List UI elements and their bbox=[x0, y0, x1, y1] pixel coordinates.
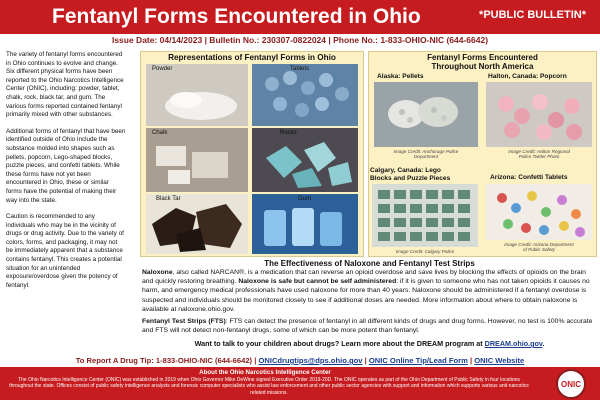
black-tar-image bbox=[146, 194, 248, 254]
naloxone-paragraph: Naloxone, also called NARCAN®, is a medication that can reverse an opioid overdose and save lives by blocking the effects of opioids on the brain and quickly restoring breathing. Naloxone is safe but cannot be self administered: if it is given to someone who has not taken opioids it causes no harm, and emergency medical professionals have used naloxone for more than 40 years. Naloxone should be administered if a fentanyl overdose is suspected and individuals should be monitored closely to see if additional doses are needed. More information about where to obtain naloxone is available at naloxone.ohio.gov. bbox=[142, 269, 590, 313]
alaska-pellets-image bbox=[374, 82, 478, 147]
alaska-label: Alaska: Pellets bbox=[377, 73, 424, 80]
naloxone-safe-note: Naloxone is safe but cannot be self administered bbox=[238, 278, 397, 286]
drug-tip-line: To Report A Drug Tip: 1-833-OHIO-NIC (644-6642) | ONICdrugtips@dps.ohio.gov | ONIC Online Tip/Lead Form | ONIC Website bbox=[75, 356, 525, 365]
chalk-label: Chalk bbox=[152, 130, 168, 136]
calgary-photo bbox=[372, 184, 478, 247]
footer-banner bbox=[0, 367, 600, 400]
arizona-label: Arizona: Confetti Tablets bbox=[490, 174, 568, 181]
black-tar-label: Black Tar bbox=[156, 196, 181, 202]
onic-logo: ONIC bbox=[556, 369, 586, 399]
rocks-label: Rocks bbox=[280, 130, 297, 136]
arizona-confetti-image bbox=[486, 184, 592, 240]
ohio-panel-title: Representations of Fentanyl Forms in Ohio bbox=[168, 53, 336, 62]
calgary-lego-image bbox=[372, 184, 478, 247]
intro-paragraph-3: Caution is recommended to any individuals who may be in the vicinity of drugs or drug activity. Due to the variety of colors, forms, and packaging, it may not be immediately apparent that a substance contains fentanyl. This creates a potential situation for an unintended exposure/overdose given the potency of fentanyl. bbox=[6, 213, 124, 289]
onic-website-link[interactable]: ONIC Website bbox=[474, 356, 525, 365]
fts-lead: Fentanyl Test Strips (FTS) bbox=[142, 318, 226, 325]
halton-photo bbox=[486, 82, 592, 147]
na-title-line-1: Fentanyl Forms Encountered bbox=[427, 53, 538, 62]
public-bulletin-badge: *PUBLIC BULLETIN* bbox=[479, 9, 586, 21]
halton-label: Halton, Canada: Popcorn bbox=[488, 73, 567, 80]
gum-image bbox=[252, 194, 358, 254]
dream-line: Want to talk to your children about drugs? Learn more about the DREAM program at DREAM.ohio.gov. bbox=[194, 339, 545, 348]
tip-email-link[interactable]: ONICdrugtips@dps.ohio.gov bbox=[258, 356, 363, 365]
calgary-credit: Image Credit: Calgary Police bbox=[395, 249, 455, 254]
chalk-image bbox=[146, 128, 248, 192]
naloxone-lead: Naloxone bbox=[142, 269, 173, 276]
effectiveness-title: The Effectiveness of Naloxone and Fentanyl Test Strips bbox=[264, 259, 475, 268]
chalk-photo bbox=[146, 128, 248, 192]
gum-label: Gum bbox=[298, 196, 312, 202]
gum-photo bbox=[252, 194, 358, 254]
tip-form-link[interactable]: ONIC Online Tip/Lead Form bbox=[368, 356, 468, 365]
arizona-photo bbox=[486, 184, 592, 240]
na-title-line-2: Throughout North America bbox=[431, 62, 534, 71]
black-tar-photo bbox=[146, 194, 248, 254]
fts-paragraph: Fentanyl Test Strips (FTS): FTS can detect the presence of fentanyl in all different kinds of drugs and drug forms. However, no test is 100% accurate and FTS will not detect non-fentanyl drugs, some of which can be more potent than fentanyl. bbox=[142, 318, 593, 335]
alaska-photo bbox=[374, 82, 478, 147]
rocks-image bbox=[252, 128, 358, 192]
calgary-label: Calgary, Canada: Lego Blocks and Puzzle Pieces bbox=[370, 167, 451, 182]
page-title: Fentanyl Forms Encountered in Ohio bbox=[52, 5, 421, 28]
intro-paragraph-2: Additional forms of fentanyl that have been identified outside of Ohio include the substance molded into shapes such as pellets, popcorn, Lego-shaped blocks, puzzle pieces, and confetti tablets. While these forms have not yet been encountered in Ohio, these or similar forms have the potential of making their way into the state. bbox=[6, 127, 126, 204]
tablets-photo bbox=[252, 64, 358, 126]
powder-image bbox=[146, 64, 248, 126]
halton-popcorn-image bbox=[486, 82, 592, 147]
dream-link[interactable]: DREAM.ohio.gov bbox=[484, 339, 543, 348]
powder-label: Powder bbox=[152, 66, 173, 72]
arizona-credit: Image Credit: Arizona Department of Public Safety bbox=[504, 242, 574, 252]
footer-title: About the Ohio Narcotics Intelligence Center bbox=[199, 369, 331, 376]
tablets-label: Tablets bbox=[290, 66, 310, 72]
tablets-image bbox=[252, 64, 358, 126]
powder-photo bbox=[146, 64, 248, 126]
intro-column bbox=[6, 51, 126, 354]
halton-credit: Image Credit: Halton Regional Police Twitter Photo bbox=[508, 149, 570, 159]
issue-line: Issue Date: 04/14/2023 | Bulletin No.: 230307-0822024 | Phone No.: 1-833-OHIO-NIC (644-6642) bbox=[111, 35, 489, 45]
na-panel-title bbox=[368, 53, 597, 71]
alaska-credit: Image Credit: Anchorage Police Department bbox=[393, 149, 459, 159]
rocks-photo bbox=[252, 128, 358, 192]
footer-text: The Ohio Narcotics Intelligence Center (ONIC) was established in 2019 when Ohio Governor Mike DeWine signed Executive Order 2019-20D. The ONIC operates as part of the Ohio Department of Public Safety in four locations throughout the state. Offices consist of public safety intelligence analysts and forensic computer specialists who assist law enforcement and other public sector agencies with support and information which supports various anti-narcotics related missions. bbox=[9, 377, 529, 396]
header-banner bbox=[0, 0, 600, 34]
intro-paragraph-1: The variety of fentanyl forms encountered in Ohio continues to evolve and change. Six different physical forms have been reported to the Ohio Narcotics Intelligence Center (ONIC), including: powder, tablet, chalk, rock, black tar, and gum. The various forms reported contained fentanyl primarily mixed with other substances. bbox=[6, 51, 124, 119]
